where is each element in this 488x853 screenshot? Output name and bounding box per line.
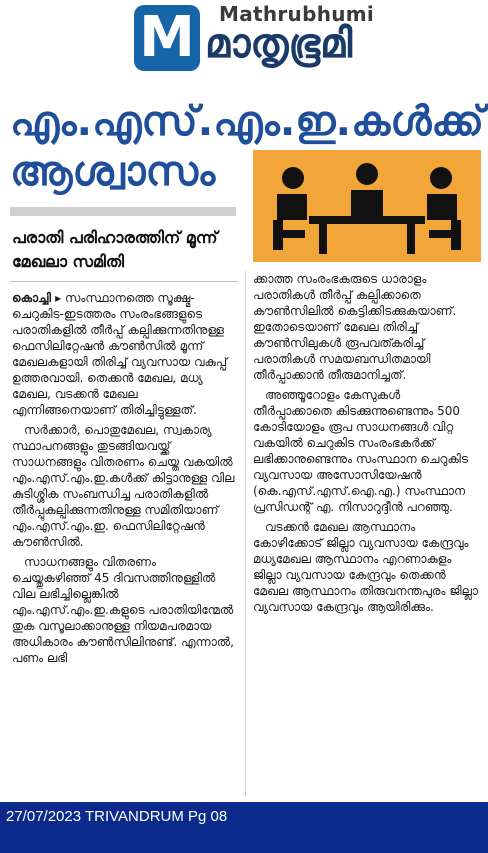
masthead [0,0,488,92]
brand-name-malayalam: മാതൃഭൂമി [205,21,353,67]
meeting-table-icon [253,150,481,262]
meeting-illustration [253,150,481,262]
headline-line-2: ആശ്വാസം [10,147,216,195]
column-divider [245,271,246,796]
paragraph: സാധനങ്ങളും വിതരണം ചെയ്തുകഴിഞ്ഞ് 45 ദിവസത്തിനുള്ളിൽ വില ലഭിച്ചില്ലെങ്കിൽ എം.എസ്.എം.ഇ.കളുടെ പരാതിയിന്മേൽ തുക വസൂലാക്കാനുള്ള നിയമപരമായ അധികാരം കൗൺസിലിനുണ്ട്. എന്നാൽ, പണം ലഭി [12,555,234,665]
subheadline: പരാതി പരിഹാരത്തിന് മൂന്ന് മേഖലാ സമിതി [12,228,218,271]
subhead-divider [10,281,238,282]
headline-line-1: എം.എസ്.എം.ഇ.കൾക്ക് [10,97,485,145]
paragraph: ക്കാത്ത സംരംഭകരുടെ ധാരാളം പരാതികൾ തീർപ്പ് കല്പിക്കാതെ കൗൺസിലിൽ കെട്ടിക്കിടക്കുകയാണ്. ഇതോടെയാണ് മേഖല തിരിച്ച് കൗൺസിലുകൾ രൂപവത്കരിച്ച് പരാതികൾ സമയബന്ധിതമായി തീർപ്പാക്കാൻ തീരുമാനിച്ചത്. [253,272,457,382]
paragraph: വടക്കൻ മേഖല ആസ്ഥാനം കോഴിക്കോട് ജില്ലാ വ്യവസായ കേന്ദ്രവും മധ്യമേഖല ആസ്ഥാനം എറണാകുളം ജില്ലാ വ്യവസായ കേന്ദ്രവും തെക്കൻ മേഖല ആസ്ഥാനം തിരുവനന്തപുരം ജില്ലാ വ്യവസായ കേന്ദ്രവും ആയിരിക്കും. [253,520,478,614]
paragraph: അഞ്ഞൂറോളം കേസുകൾ തീർപ്പാക്കാതെ കിടക്കുന്നുണ്ടെന്നും 500 കോടിയോളം രൂപ സാധനങ്ങൾ വിറ്റ വകയിൽ ചെറുകിട സംരംഭകർക്ക് ലഭിക്കാനുണ്ടെന്നും സംസ്ഥാന ചെറുകിട വ്യവസായ അസോസിയേഷൻ (കെ.എസ്.എസ്.ഐ.എ.) സംസ്ഥാന പ്രസിഡന്റ് എ. നിസാറുദ്ദീൻ പറഞ്ഞു. [253,388,468,514]
paragraph-text: സംസ്ഥാനത്തെ സൂക്ഷ്മ-ചെറുകിട-ഇടത്തരം സംരംഭങ്ങളുടെ പരാതികളിൽ തീർപ്പ് കല്പിക്കുന്നതിനുള്ള ഫെസിലിറ്റേഷൻ കൗൺസിൽ മൂന്ന് മേഖലകളായി തിരിച്ച് വ്യവസായ വകുപ്പ് ഉത്തരവായി. തെക്കൻ മേഖല, മധ്യ മേഖല, വടക്കൻ മേഖല എന്നിങ്ങനെയാണ് തിരിച്ചിട്ടുള്ളത്. [12,291,228,417]
section-divider [10,207,236,216]
article-column-1 [12,290,238,810]
logo-letter: M [139,5,195,70]
brand-name-english: Mathrubhumi [219,2,375,26]
paragraph [12,290,238,418]
paragraph: സർക്കാർ, പൊതുമേഖല, സ്വകാര്യ സ്ഥാപനങ്ങളും തുടങ്ങിയവയ്ക്ക് സാധനങ്ങളും വിതരണം ചെയ്ത വകയിൽ എം.എസ്.എം.ഇ.കൾക്ക് കിട്ടാനുള്ള വില കുടിശ്ശിക സംബന്ധിച്ച പരാതികളിൽ തീർപ്പുകല്പിക്കുന്നതിനുള്ള സമിതിയാണ് എം.എസ്.എം.ഇ. ഫെസിലിറ്റേഷൻ കൗൺസിൽ. [12,423,235,549]
dateline: കൊച്ചി ▸ [12,291,62,305]
mathrubhumi-logo-icon [134,5,200,71]
edition-info: 27/07/2023 TRIVANDRUM Pg 08 [6,808,228,825]
footer-bar [0,802,488,853]
article-column-2 [253,271,481,791]
